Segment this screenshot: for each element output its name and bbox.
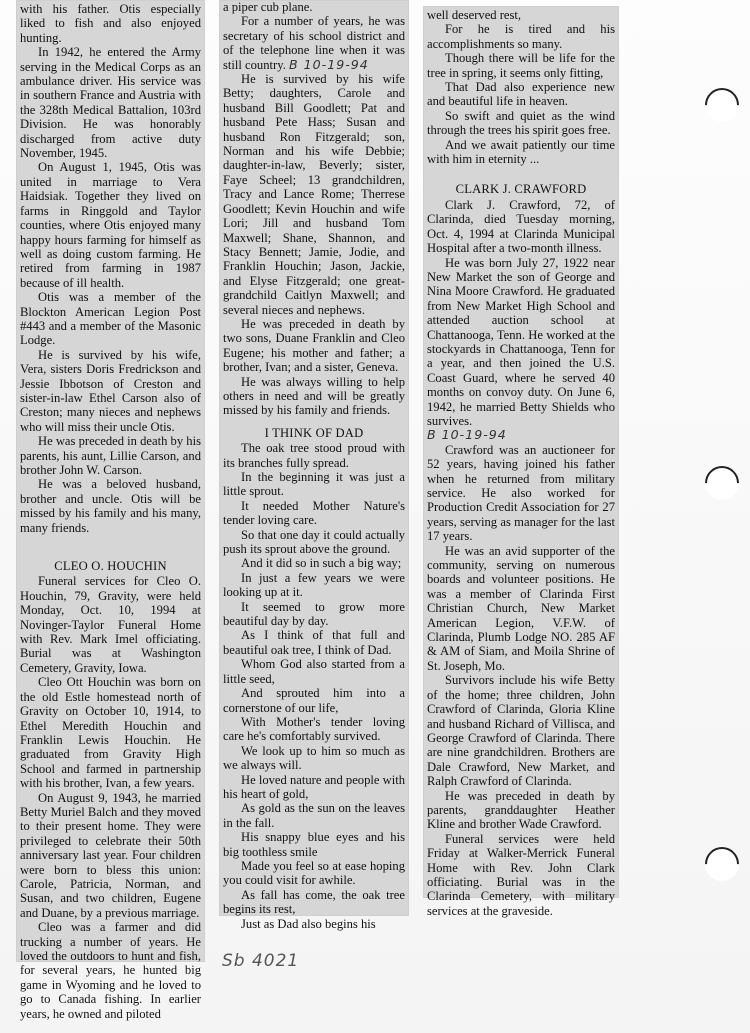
poem-line: With Mother's tender loving care he's comfortably survived. [223,714,405,744]
poem-ending [427,8,615,166]
paragraph: Crawford was an auctioneer for 52 years, having joined his father when he returned from military service. He also worked for Production Credit Association for 27 years, serving as manager for the last 17 years. [427,442,615,544]
poem-line: It seemed to grow more beautiful day by day. [223,599,405,629]
paragraph: He was always willing to help others in need and will be greatly missed by his family and friends. [223,374,405,418]
paragraph: For he is tired and his accomplishments so many. [427,22,615,51]
poem-line: In the beginning it was just a little sprout. [223,470,405,499]
paragraph: Though there will be life for the tree in spring, it seems only fitting, [427,51,615,80]
poem-line: As I think of that full and beautiful oak tree, I think of Dad. [223,628,405,657]
paragraph: Otis was a member of the Blockton American Legion Post #443 and a member of the Masonic Lodge. [20,290,201,348]
paragraph: Clark J. Crawford, 72, of Clarinda, died Tuesday morning, Oct. 4, 1994 at Clarinda Municipal Hospital after a two-month illness. [427,197,615,256]
clipping-column-1 [16,0,205,1021]
paragraph: For a number of years, he was secretary of his school district and of the telephone line when it was still country. B 10-19-94 [223,14,405,72]
poem-line: As fall has come, the oak tree begins its rest, [223,887,405,917]
paragraph: On August 1, 1945, Otis was united in marriage to Vera Haidsiak. Together they lived on farms in Ringgold and Taylor counties, where Otis enjoyed many happy hours farming for himself as well as doing custom farming. He retired from farming in 1987 because of ill health. [20,160,201,290]
paragraph: Funeral services for Cleo O. Houchin, 79, Gravity, were held Monday, Oct. 10, 1994 at Novinger-Taylor Funeral Home with Rev. Mark Imel officiating. Burial was at Washington Cemetery, Gravity, Iowa. [20,574,201,675]
paragraph: well deserved rest, [427,8,522,22]
paragraph: Cleo Ott Houchin was born on the old Estle homestead north of Gravity on October 10, 1914, to Ethel Meredith Houchin and Franklin Lewis Houchin. He graduated from Gravity High School and farmed in partnership with his brother, Ivan, a few years. [20,675,201,791]
handwritten-date: B 10-19-94 [427,427,507,443]
poem-line: It needed Mother Nature's tender loving care. [223,498,405,528]
paragraph: Survivors include his wife Betty of the home; three children, John Crawford of Clarinda, Gloria Kline and husband Richard of Villisca, and George Crawford of Clarinda. There are nine grandchildren. Brothers are Dale Crawford, New Market, and Ralph Crawford of Clarinda. [427,673,615,789]
clark-crawford-obituary-continued [427,443,615,918]
poem-title: I THINK OF DAD [264,425,364,440]
clark-crawford-heading: CLARK J. CRAWFORD [455,182,587,197]
paragraph: So swift and quiet as the wind through the trees his spirit goes free. [427,108,615,138]
poem-body [223,441,405,931]
poem-line: Made you feel so at ease hoping you could visit for awhile. [223,858,405,888]
handwritten-date: B 10-19-94 [289,56,369,72]
paragraph: He was born July 27, 1922 near New Market the son of George and Nina Moore Crawford. He graduated from New Market High School and attended auction school at Chattanooga, Tenn. He worked at the stockyards in Chattanooga, Tenn for a year, and then joined the U.S. Coast Guard, where he served 40 months on convoy duty. On June 6, 1942, he married Betty Shields who survives. [427,255,615,428]
paragraph: He is survived by his wife, Vera, sisters Doris Fredrickson and Jessie Ibbotson of Creston and sister-in-law Ethel Carson also of Creston; many nieces and nephews who will miss their uncle Otis. [20,347,201,434]
paragraph: Funeral services were held Friday at Walker-Merrick Funeral Home with Rev. John Clark officiating. Burial was in the Clarinda Cemetery, with military services at the graveside. [427,831,615,918]
poem-line: His snappy blue eyes and his big toothless smile [223,830,405,859]
otis-carson-obituary-continued [20,2,201,535]
survivors-section [223,72,405,418]
clark-crawford-obituary [427,198,615,429]
poem-line: As gold as the sun on the leaves in the fall. [223,801,405,830]
paragraph: He is survived by his wife Betty; daughters, Carole and husband Bill Goodlett; Pat and husband Pete Hass; Susan and husband Ron Fitzgerald; son, Norman and his wife Debbie; daughter-in-law, Beverly; sister, Faye Scheel; 13 grandchildren, Tracy and Lance Rome; Therrese Goodlett; Kevin Houchin and wife Lori; Jill and husband Tom Maxwell; Shane, Shannon, and Stacy Bennett; Jamie, Jodie, and Franklin Houchin; Jason, Jackie, and Elyse Fitzgerald; one great-grandchild Caitlyn Maxwell; and several nieces and nephews. [223,72,405,317]
poem-line: Just as Dad also begins his [241,916,376,931]
poem-line: He loved nature and people with his heart of gold, [223,772,406,801]
poem-line: In just a few years we were looking up at it. [223,570,405,600]
cleo-houchin-heading: CLEO O. HOUCHIN [54,559,167,574]
poem-line: We look up to him so much as we always will. [223,743,405,773]
paragraph: with his father. Otis especially liked to fish and also enjoyed hunting. [20,2,201,45]
handwritten-archive-number: Sb 4021 [222,951,300,971]
paragraph: He was preceded in death by two sons, Duane Franklin and Cleo Eugene; his mother and father; a brother, Ivan; and a sister, Geneva. [223,316,405,375]
poem-line: And sprouted him into a cornerstone of our life, [223,686,405,715]
paragraph: a piper cub plane. [223,0,313,14]
paragraph: He was preceded in death by parents, granddaughter Heather Kline and brother Wade Crawford. [427,788,615,832]
paragraph: That Dad also experience new and beautiful life in heaven. [427,80,615,109]
handwritten-date-row [427,428,615,442]
paragraph: In 1942, he entered the Army serving in the Medical Corps as an ambulance driver. His service was in southern France and Austria with the 328th Medical Battalion, 103rd Division. He was honorably discharged from active duty November, 1945. [20,45,201,161]
cleo-houchin-obituary-continued [223,0,405,72]
poem-line: And it did so in such a big way; [241,556,402,571]
paragraph: He was an avid supporter of the community, serving on numerous boards and volunteer positions. He was a member of Clarinda First Christian Church, New Market American Legion, V.F.W. of Clarinda, Plumb Lodge NO. 285 AF & AM of Siam, and Moila Shrine of St. Joseph, Mo. [427,543,615,673]
paragraph: And we await patiently our time with him in eternity ... [427,137,615,167]
paragraph: He was a beloved husband, brother and uncle. Otis will be missed by his family and his many, many friends. [20,477,201,535]
paragraph: He was preceded in death by his parents, his aunt, Lillie Carson, and brother John W. Carson. [20,434,201,477]
poem-line: So that one day it could actually push its sprout above the ground. [223,527,405,557]
poem-line: Whom God also started from a little seed, [223,657,405,686]
paragraph: On August 9, 1943, he married Betty Muriel Balch and they moved to their present home. They were privileged to celebrate their 50th anniversary last year. Four children were born to bless this union: Carole, Patricia, Norman, and Susan, and two children, Eugene and Duane, by a previous marriage. [20,790,201,920]
poem-line: The oak tree stood proud with its branches fully spread. [223,441,405,470]
cleo-houchin-obituary [20,574,201,1021]
clipping-column-2 [219,0,409,931]
paragraph: Cleo was a farmer and did trucking a number of years. He loved the outdoors to hunt and fish, for several years, he hunted big game in Wyoming and he loved to go to Canada fishing. In earlier years, he owned and piloted [20,920,201,1021]
clipping-column-3 [423,6,619,918]
